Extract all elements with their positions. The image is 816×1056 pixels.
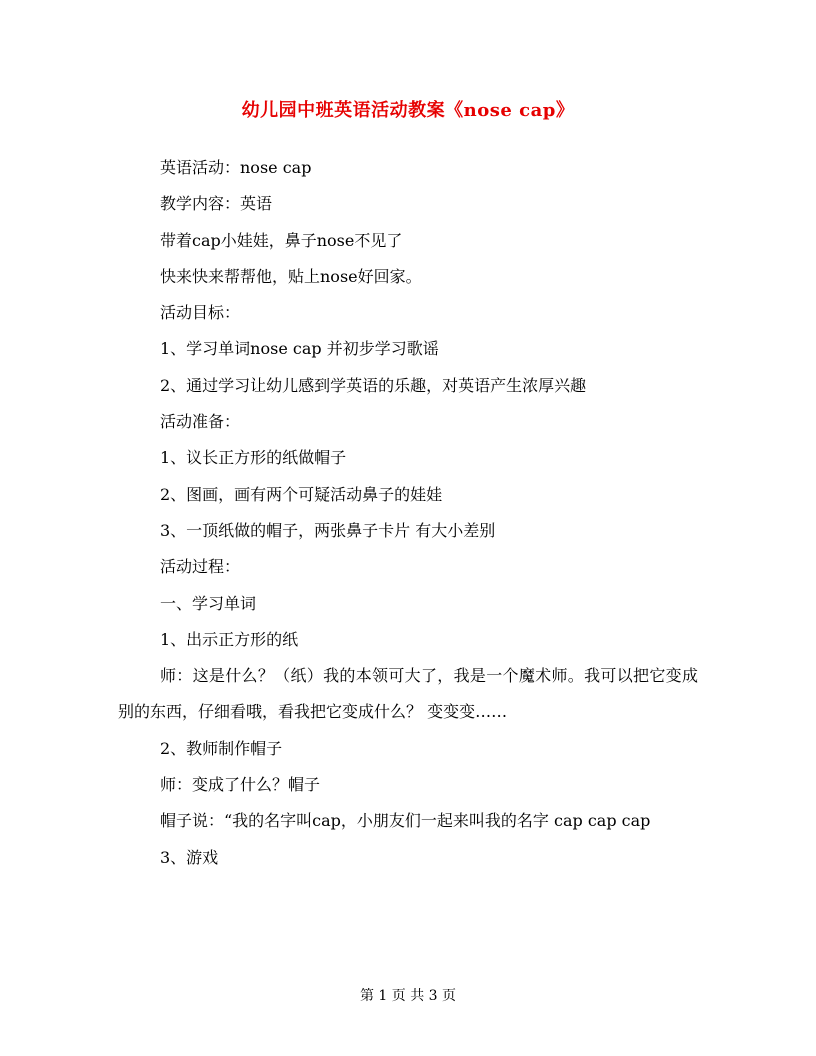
paragraph: 活动目标： [160,303,241,323]
paragraph: 3、游戏 [160,847,219,867]
paragraph: 快来快来帮帮他，贴上nose好回家。 [160,266,422,286]
paragraph: 1、学习单词nose cap 并初步学习歌谣 [160,339,439,359]
paragraph: 带着cap小娃娃，鼻子nose不见了 [160,230,403,250]
paragraph: 英语活动：nose cap [160,158,312,177]
paragraph: 2、图画，画有两个可疑活动鼻子的娃娃 [160,484,443,504]
paragraph: 1、出示正方形的纸 [160,629,299,649]
paragraph: 活动准备： [160,412,241,432]
paragraph: 一、学习单词 [160,593,257,613]
paragraph: 教学内容：英语 [160,194,273,214]
paragraph: 帽子说：“我的名字叫cap，小朋友们一起来叫我的名字 cap cap cap [160,811,651,831]
paragraph: 3、一顶纸做的帽子，两张鼻子卡片 有大小差别 [160,520,496,540]
paragraph: 师：这是什么？（纸）我的本领可大了，我是一个魔术师。我可以把它变成别的东西，仔细看哦，看我把它变成什么？ 变变变…… [118,666,698,722]
page-footer: 第 1 页 共 3 页 [359,988,457,1004]
paragraph: 2、教师制作帽子 [160,738,283,758]
paragraph: 1、议长正方形的纸做帽子 [160,448,347,468]
paragraph: 师：变成了什么？帽子 [160,775,321,795]
paragraph: 2、通过学习让幼儿感到学英语的乐趣，对英语产生浓厚兴趣 [160,375,587,395]
document-title: 幼儿园中班英语活动教案《nose cap》 [241,100,575,121]
document-body [118,150,698,876]
paragraph: 活动过程： [160,557,241,577]
